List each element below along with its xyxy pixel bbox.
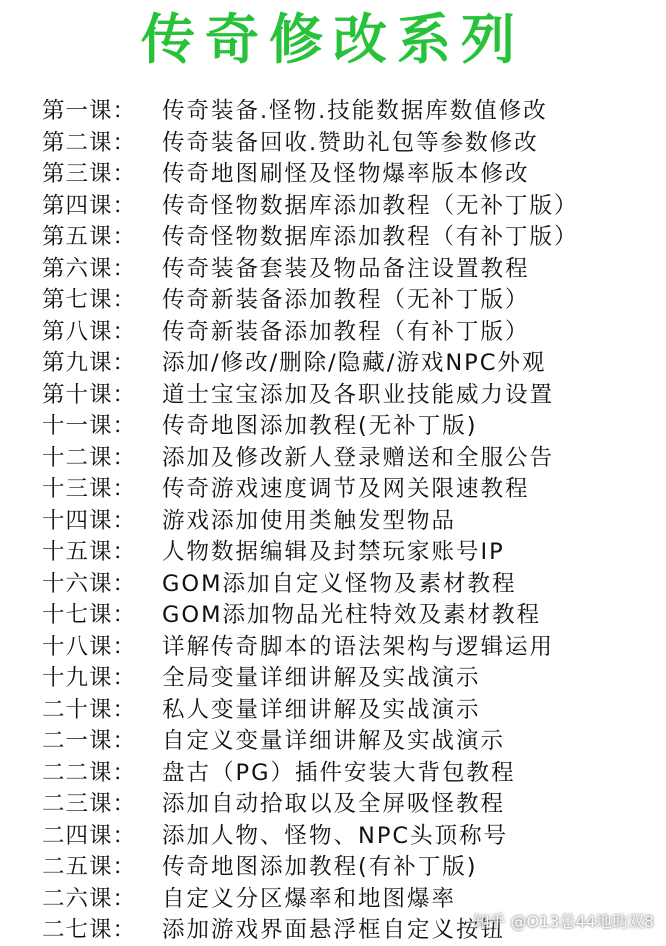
lesson-number: 十二课： [42, 444, 137, 471]
lesson-number: 二六课： [42, 885, 137, 912]
lesson-item [42, 789, 662, 821]
lesson-title: 人物数据编辑及封禁玩家账号IP [162, 539, 505, 565]
lesson-title: 自定义变量详细讲解及实战演示 [162, 728, 506, 754]
lesson-title: 传奇装备回收.赞助礼包等参数修改 [162, 129, 539, 156]
lesson-title: 传奇怪物数据库添加教程（无补丁版） [162, 192, 579, 219]
lesson-number: 第五课： [42, 224, 137, 250]
lesson-title: 详解传奇脚本的语法架构与逻辑运用 [162, 633, 555, 660]
lesson-item [42, 695, 662, 727]
lesson-item [42, 348, 662, 380]
lesson-item [42, 411, 662, 443]
lesson-title: GOM添加自定义怪物及素材教程 [162, 570, 517, 597]
lesson-number: 十五课： [42, 539, 137, 565]
lesson-number: 十一课： [42, 413, 137, 439]
lesson-number: 第十课： [42, 381, 137, 408]
lesson-item [42, 159, 662, 191]
lesson-item [42, 758, 662, 790]
lesson-title: 传奇地图添加教程(有补丁版) [162, 854, 478, 880]
lesson-number: 十八课： [42, 633, 137, 660]
lesson-title: 道士宝宝添加及各职业技能威力设置 [162, 381, 555, 408]
lesson-item [42, 726, 662, 758]
lesson-title: 添加及修改新人登录赠送和全服公告 [162, 444, 555, 471]
lesson-number: 第二课： [42, 129, 137, 156]
lesson-number: 十九课： [42, 665, 137, 691]
lesson-number: 第一课： [42, 98, 137, 124]
lesson-title: 传奇新装备添加教程（无补丁版） [162, 287, 530, 313]
lesson-title: 游戏添加使用类触发型物品 [162, 507, 457, 534]
lesson-title: 传奇装备套装及物品备注设置教程 [162, 255, 530, 282]
lesson-number: 十六课： [42, 570, 137, 597]
lesson-title: 添加自动拾取以及全屏吸怪教程 [162, 791, 506, 817]
lesson-number: 二五课： [42, 854, 137, 880]
lesson-item [42, 632, 662, 664]
lesson-item [42, 443, 662, 475]
lesson-item [42, 96, 662, 128]
lesson-item [42, 569, 662, 601]
lesson-title: 传奇新装备添加教程（有补丁版） [162, 318, 530, 345]
lesson-item [42, 600, 662, 632]
lesson-item [42, 663, 662, 695]
lesson-number: 第四课： [42, 192, 137, 219]
lesson-item [42, 222, 662, 254]
lesson-number: 第九课： [42, 350, 137, 376]
lesson-title: 传奇地图刷怪及怪物爆率版本修改 [162, 161, 530, 187]
lesson-title: 传奇地图添加教程(无补丁版) [162, 413, 478, 439]
lesson-number: 二十课： [42, 696, 137, 723]
lesson-number: 二三课： [42, 791, 137, 817]
lesson-number: 第七课： [42, 287, 137, 313]
lesson-number: 二二课： [42, 759, 137, 786]
watermark: 知乎 @O13总44地助双8 [473, 912, 654, 931]
lesson-item [42, 380, 662, 412]
page-title: 传奇修改系列 [141, 8, 525, 71]
lesson-item [42, 852, 662, 884]
lesson-title: 全局变量详细讲解及实战演示 [162, 665, 481, 691]
lesson-number: 二七课： [42, 917, 137, 943]
lesson-item [42, 191, 662, 223]
lesson-title: 自定义分区爆率和地图爆率 [162, 885, 457, 912]
lesson-title: 添加/修改/删除/隐藏/游戏NPC外观 [162, 350, 547, 376]
lesson-number: 第三课： [42, 161, 137, 187]
lesson-title: 传奇装备.怪物.技能数据库数值修改 [162, 98, 548, 124]
lesson-number: 二四课： [42, 822, 137, 849]
lesson-title: 添加人物、怪物、NPC头顶称号 [162, 822, 509, 849]
lesson-item [42, 474, 662, 506]
lesson-item [42, 537, 662, 569]
lesson-item [42, 317, 662, 349]
lesson-number: 十四课： [42, 507, 137, 534]
lesson-item [42, 128, 662, 160]
lesson-number: 二一课： [42, 728, 137, 754]
lesson-item [42, 821, 662, 853]
lesson-title: 添加游戏界面悬浮框自定义按钮 [162, 917, 506, 943]
lesson-title: 传奇游戏速度调节及网关限速教程 [162, 476, 530, 502]
lesson-title: 私人变量详细讲解及实战演示 [162, 696, 481, 723]
lesson-number: 第六课： [42, 255, 137, 282]
lesson-title: 盘古（PG）插件安装大背包教程 [162, 759, 516, 786]
lesson-number: 十七课： [42, 602, 137, 628]
lesson-list [42, 96, 662, 946]
lesson-title: GOM添加物品光柱特效及素材教程 [162, 602, 542, 628]
lesson-item [42, 285, 662, 317]
lesson-title: 传奇怪物数据库添加教程（有补丁版） [162, 224, 579, 250]
lesson-number: 十三课： [42, 476, 137, 502]
lesson-item [42, 254, 662, 286]
lesson-item [42, 506, 662, 538]
lesson-number: 第八课： [42, 318, 137, 345]
